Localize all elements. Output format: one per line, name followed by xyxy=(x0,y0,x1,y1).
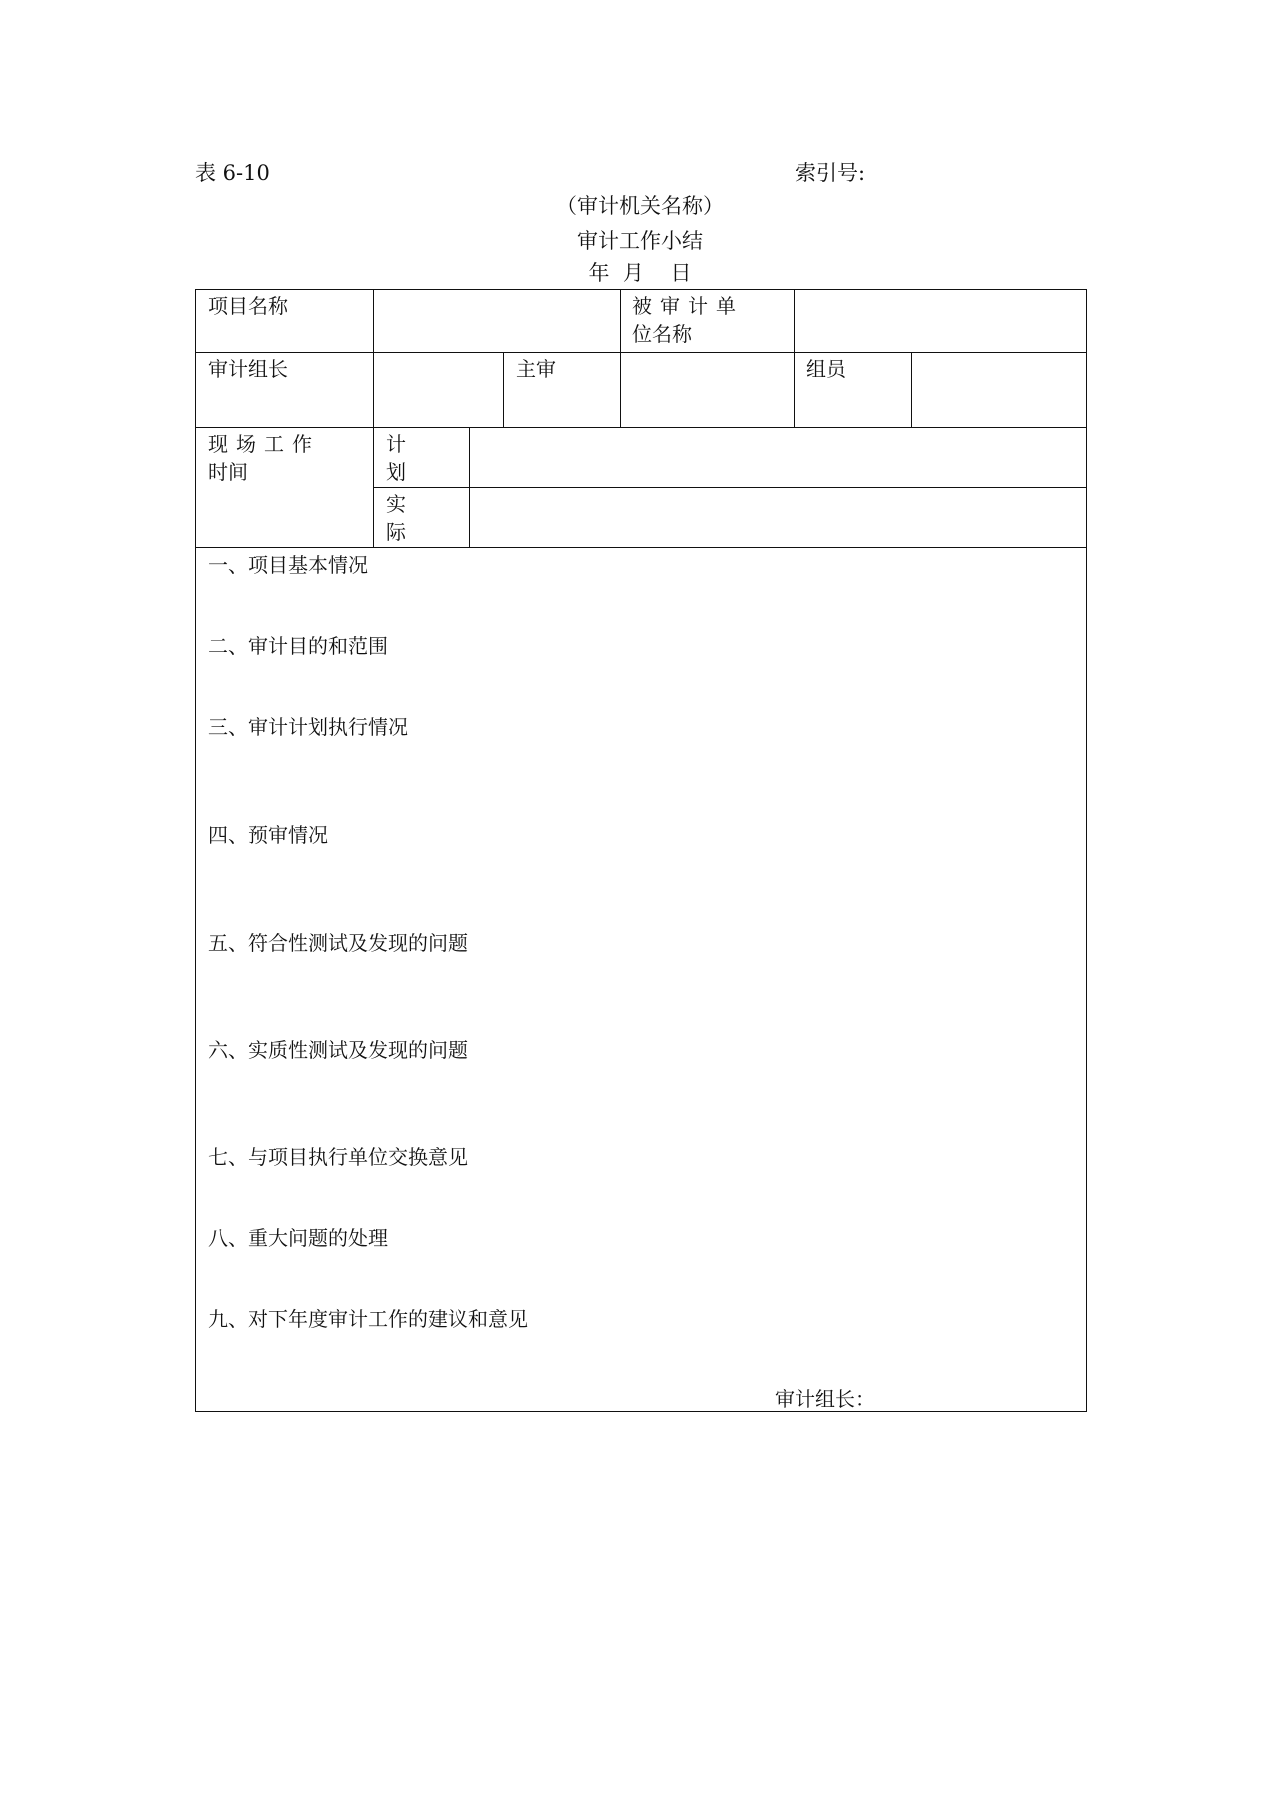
row-divider xyxy=(195,352,1087,353)
chief-auditor-field[interactable] xyxy=(622,354,792,425)
section-heading: 一、项目基本情况 xyxy=(208,553,368,577)
section-heading: 七、与项目执行单位交换意见 xyxy=(208,1145,468,1169)
section-heading: 九、对下年度审计工作的建议和意见 xyxy=(208,1307,528,1331)
row-divider xyxy=(373,487,1087,488)
section-heading: 五、符合性测试及发现的问题 xyxy=(208,931,468,955)
row-divider xyxy=(195,547,1087,548)
team-leader-field[interactable] xyxy=(375,354,501,425)
members-field[interactable] xyxy=(913,354,1085,425)
section-heading: 三、审计计划执行情况 xyxy=(208,715,408,739)
column-divider xyxy=(794,289,795,427)
column-divider xyxy=(373,289,374,547)
summary-body-area[interactable] xyxy=(197,549,1085,1410)
field-work-time-label-line2: 时间 xyxy=(208,460,248,484)
index-number-label: 索引号: xyxy=(795,161,866,185)
plan-label-line1: 计 xyxy=(386,432,406,456)
column-divider xyxy=(620,289,621,427)
signature-label: 审计组长： xyxy=(775,1387,875,1411)
project-name-label: 项目名称 xyxy=(208,294,288,318)
chief-auditor-label: 主审 xyxy=(516,357,556,381)
section-heading: 四、预审情况 xyxy=(208,823,328,847)
planned-time-field[interactable] xyxy=(471,429,1085,485)
page-title: 审计工作小结 xyxy=(577,229,703,253)
project-name-field[interactable] xyxy=(375,291,618,350)
audited-unit-label-line1: 被审计单 xyxy=(632,294,744,318)
field-work-time-label-line1: 现场工作 xyxy=(208,432,320,456)
section-heading: 八、重大问题的处理 xyxy=(208,1226,388,1250)
row-divider xyxy=(195,427,1087,428)
actual-time-field[interactable] xyxy=(471,489,1085,545)
section-heading: 六、实质性测试及发现的问题 xyxy=(208,1038,468,1062)
agency-name: （审计机关名称） xyxy=(556,194,724,218)
audited-unit-label-line2: 位名称 xyxy=(632,322,692,346)
team-leader-label: 审计组长 xyxy=(208,357,288,381)
audited-unit-field[interactable] xyxy=(796,291,1085,350)
plan-label-line2: 划 xyxy=(386,460,406,484)
actual-label-line1: 实 xyxy=(386,492,406,516)
actual-label-line2: 际 xyxy=(386,520,406,544)
column-divider xyxy=(911,352,912,427)
table-number: 表 6-10 xyxy=(195,161,270,185)
section-heading: 二、审计目的和范围 xyxy=(208,634,388,658)
date-line: 年 月 日 xyxy=(588,261,692,285)
column-divider xyxy=(469,427,470,547)
members-label: 组员 xyxy=(806,357,846,381)
column-divider xyxy=(503,352,504,427)
